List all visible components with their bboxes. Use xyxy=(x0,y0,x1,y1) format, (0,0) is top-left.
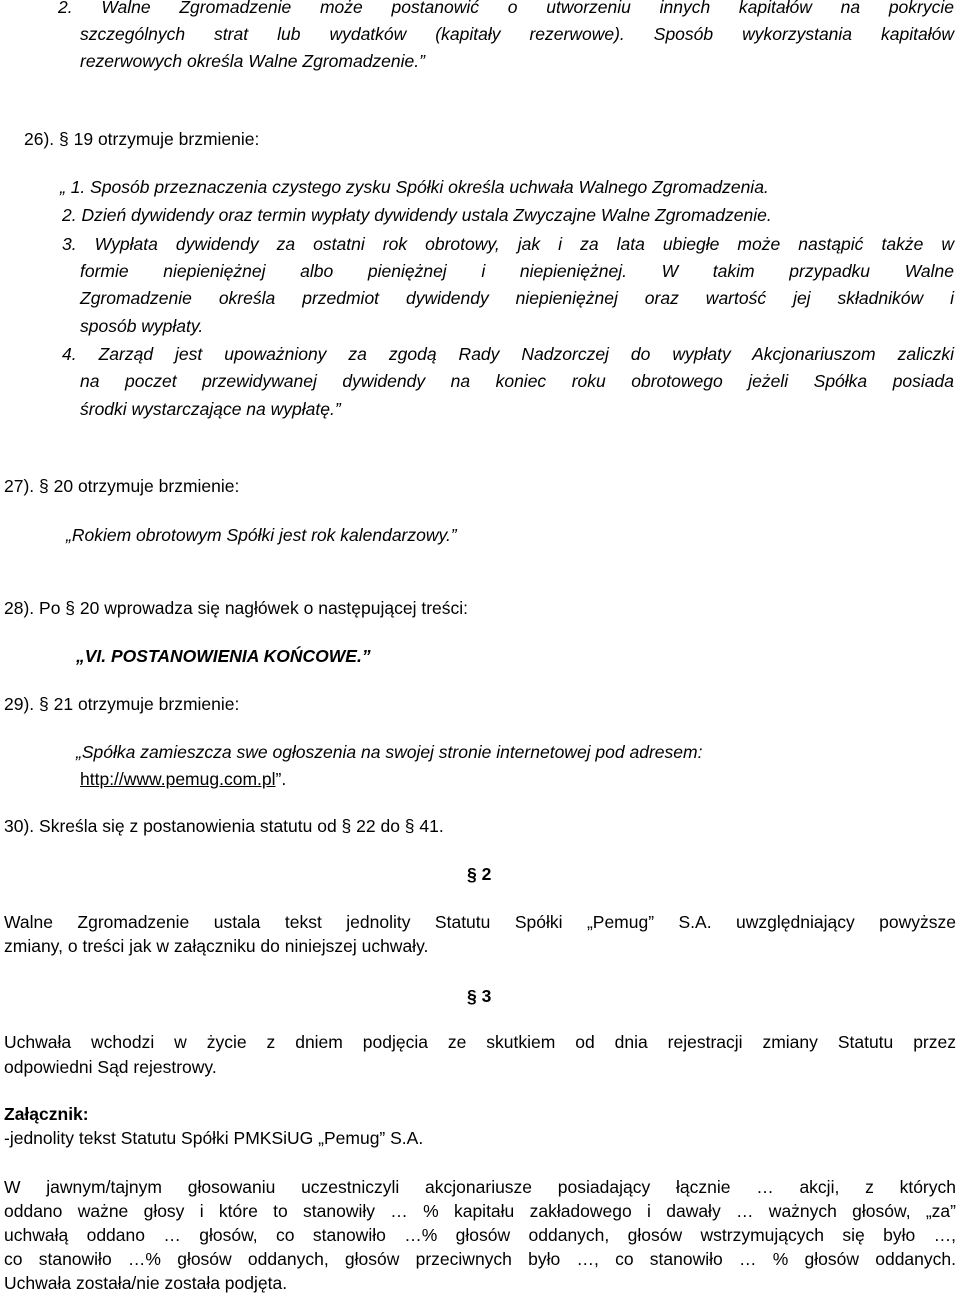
attachment-text: -jednolity tekst Statutu Spółki PMKSiUG „Pemug” S.A. xyxy=(4,1128,424,1148)
vote-line1: W jawnym/tajnym głosowaniu uczestniczyli akcjonariusze posiadający łącznie … akcji, z których xyxy=(4,1177,956,1197)
item2-line1: 2. Walne Zgromadzenie może postanowić o utworzeniu innych kapitałów na pokrycie xyxy=(58,0,954,17)
par2-heading: § 2 xyxy=(467,864,492,884)
amend29-tail: ”. xyxy=(275,769,287,789)
amend29-heading: 29). § 21 otrzymuje brzmienie: xyxy=(4,694,240,714)
vote-line3: uchwałą oddano … głosów, co stanowiło …% głosów oddanych, głosów wstrzymujących się było …, xyxy=(4,1225,956,1245)
amend26-p3-line4: sposób wypłaty. xyxy=(80,316,204,336)
amend26-p3-line1: 3. Wypłata dywidendy za ostatni rok obrotowy, jak i za lata ubiegłe może nastąpić także w xyxy=(62,234,954,254)
vote-line5: Uchwała została/nie została podjęta. xyxy=(4,1273,288,1293)
attachment-label: Załącznik: xyxy=(4,1104,89,1124)
amend27-text: „Rokiem obrotowym Spółki jest rok kalendarzowy.” xyxy=(66,525,457,545)
amend29-text: „Spółka zamieszcza swe ogłoszenia na swojej stronie internetowej pod adresem: xyxy=(76,742,703,762)
item2-line3: rezerwowych określa Walne Zgromadzenie.” xyxy=(80,51,425,71)
amend26-p3-line2: formie niepieniężnej albo pieniężnej i niepieniężnej. W takim przypadku Walne xyxy=(80,261,954,281)
amend26-p4-line2: na poczet przewidywanej dywidendy na koniec roku obrotowego jeżeli Spółka posiada xyxy=(80,371,954,391)
amend29-link-line xyxy=(80,767,286,791)
item2-line2: szczególnych strat lub wydatków (kapitały rezerwowe). Sposób wykorzystania kapitałów xyxy=(80,24,954,44)
amend26-p4-line1: 4. Zarząd jest upoważniony za zgodą Rady Nadzorczej do wypłaty Akcjonariuszom zaliczki xyxy=(62,344,954,364)
amend26-p3-line3: Zgromadzenie określa przedmiot dywidendy niepieniężnej oraz wartość jej składników i xyxy=(80,288,954,308)
amend27-heading: 27). § 20 otrzymuje brzmienie: xyxy=(4,476,240,496)
par2-line1: Walne Zgromadzenie ustala tekst jednolity Statutu Spółki „Pemug” S.A. uwzględniający powyższe xyxy=(4,912,956,932)
vote-line4: co stanowiło …% głosów oddanych, głosów przeciwnych było …, co stanowiło … % głosów oddanych. xyxy=(4,1249,956,1269)
amend26-p2: 2. Dzień dywidendy oraz termin wypłaty dywidendy ustala Zwyczajne Walne Zgromadzenie. xyxy=(62,205,772,225)
par3-line2: odpowiedni Sąd rejestrowy. xyxy=(4,1057,217,1077)
amend26-p4-line3: środki wystarczające na wypłatę.” xyxy=(80,399,341,419)
amend26-p1: „ 1. Sposób przeznaczenia czystego zysku Spółki określa uchwała Walnego Zgromadzenia. xyxy=(60,177,769,197)
amend30-heading: 30). Skreśla się z postanowienia statutu od § 22 do § 41. xyxy=(4,816,444,836)
amend26-heading: 26). § 19 otrzymuje brzmienie: xyxy=(24,129,260,149)
vote-line2: oddano ważne głosy i które to stanowiły … % kapitału zakładowego i dawały … ważnych głosów, „za” xyxy=(4,1201,956,1221)
par3-line1: Uchwała wchodzi w życie z dniem podjęcia ze skutkiem od dnia rejestracji zmiany Statutu przez xyxy=(4,1032,956,1052)
par3-heading: § 3 xyxy=(467,986,492,1006)
amend28-text: „VI. POSTANOWIENIA KOŃCOWE.” xyxy=(76,646,371,666)
website-link[interactable]: http://www.pemug.com.pl xyxy=(80,769,276,789)
amend28-heading: 28). Po § 20 wprowadza się nagłówek o następującej treści: xyxy=(4,598,469,618)
par2-line2: zmiany, o treści jak w załączniku do niniejszej uchwały. xyxy=(4,936,429,956)
